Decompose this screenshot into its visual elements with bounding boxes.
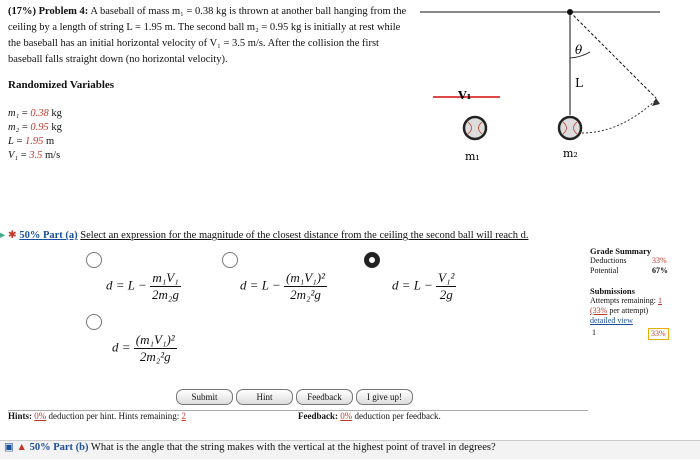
deductions-label: Deductions xyxy=(590,256,627,265)
choice-2-lhs: d = L − xyxy=(240,277,281,293)
var-m2-label: m₂ xyxy=(8,122,20,133)
hints-bar xyxy=(8,410,588,425)
choice-2-num: (m₁V₁)² xyxy=(286,270,325,285)
hints-label: Hints: xyxy=(8,411,33,421)
potential-label: Potential xyxy=(590,266,619,275)
choice-1-den: 2m₂g xyxy=(152,287,179,302)
attempts-label: Attempts remaining: xyxy=(590,296,656,305)
randomized-variables-title: Randomized Variables xyxy=(8,79,115,91)
choice-3-num: V₁² xyxy=(438,270,455,285)
choice-2-radio[interactable] xyxy=(222,252,238,268)
var-L-label: L xyxy=(8,136,14,147)
v1-label: V₁ xyxy=(458,89,472,102)
expand-icon: ▣ xyxy=(4,442,14,453)
choice-3-lhs: d = L − xyxy=(392,277,433,293)
grade-summary xyxy=(590,246,700,338)
detailed-view-link[interactable]: detailed view xyxy=(590,316,633,325)
ball-m2 xyxy=(559,117,581,139)
hint-button[interactable]: Hint xyxy=(236,389,293,405)
var-L-unit: m xyxy=(46,136,55,147)
grade-title: Grade Summary xyxy=(590,246,652,256)
var-m1: m₁ = 0.38 kg xyxy=(8,108,62,119)
submission-deduction: 33% xyxy=(648,328,669,340)
part-a-header: ▸ ✱ 50% Part (a) Select an expression for the magnitude of the closest distance from the ceiling the second ball will reach d. xyxy=(0,230,529,241)
choice-1-lhs: d = L − xyxy=(106,277,147,293)
m2-label: m₂ xyxy=(563,147,578,160)
choice-4-num: (m₁V₁)² xyxy=(135,332,175,347)
problem-percent: (17%) xyxy=(8,6,36,17)
attempts-row xyxy=(590,296,700,306)
choice-3-formula xyxy=(392,270,456,303)
choice-4-radio[interactable] xyxy=(86,314,102,330)
deductions-row xyxy=(590,256,700,266)
var-m2-value: 0.95 xyxy=(30,122,49,133)
part-b-header[interactable] xyxy=(0,440,700,459)
feedback-info xyxy=(298,411,441,421)
choice-1-num: m₁V₁ xyxy=(150,270,181,287)
pendulum-diagram xyxy=(420,0,700,200)
feedback-pct: 0% xyxy=(340,411,353,421)
length-label: L xyxy=(575,76,583,90)
swing-path xyxy=(582,100,656,133)
choice-4-den: 2m₂²g xyxy=(139,349,171,364)
potential-row xyxy=(590,266,700,276)
problem-statement xyxy=(8,4,408,68)
submissions-title: Submissions xyxy=(590,286,635,296)
per-attempt-pct: (33% xyxy=(590,306,608,315)
warning-icon: ▲ xyxy=(16,442,27,453)
problem-text: A baseball of mass m₁ = 0.38 kg is thrown at another ball hanging from the ceiling by a length of string L = 1.95 m. The second ball m₂ = 0.95 kg is initially at rest while the baseball has an initial horizontal velocity of V₁ = 3.5 m/s. After the collision the first baseball falls straight down (no horizontal velocity). xyxy=(8,6,407,65)
part-a-percent: 50% Part (a) xyxy=(19,230,78,241)
deductions-value: 33% xyxy=(652,256,667,265)
submission-number: 1 xyxy=(592,328,596,337)
choice-4-lhs: d = xyxy=(112,339,131,355)
submission-history-row xyxy=(590,328,700,338)
choice-3-den: 2g xyxy=(439,287,453,302)
var-m1-value: 0.38 xyxy=(30,108,49,119)
feedback-text: deduction per feedback. xyxy=(354,411,441,421)
attempts-value: 1 xyxy=(658,296,662,305)
m1-label: m₁ xyxy=(465,150,480,163)
part-a-text: Select an expression for the magnitude of the closest distance from the ceiling the second ball will reach d. xyxy=(80,230,529,241)
choice-2-den: 2m₂²g xyxy=(290,287,321,302)
give-up-button[interactable]: I give up! xyxy=(356,389,413,405)
var-V1-unit: m/s xyxy=(45,150,61,161)
var-V1-label: V₁ xyxy=(8,150,19,161)
problem-number: Problem 4: xyxy=(38,6,89,17)
part-b-percent: 50% Part (b) xyxy=(29,442,89,453)
var-m2: m₂ = 0.95 kg xyxy=(8,122,62,133)
var-L: L = 1.95 m xyxy=(8,136,55,147)
var-m2-unit: kg xyxy=(51,122,62,133)
hints-text: deduction per hint. Hints remaining: xyxy=(48,411,180,421)
choice-1-radio[interactable] xyxy=(86,252,102,268)
answer-choices xyxy=(86,246,486,386)
var-L-value: 1.95 xyxy=(25,136,44,147)
part-b-text: What is the angle that the string makes with the vertical at the highest point of travel in degrees? xyxy=(90,442,496,453)
potential-value: 67% xyxy=(652,266,668,275)
hints-pct: 0% xyxy=(34,411,47,421)
per-attempt-row xyxy=(590,306,700,316)
choice-2-formula xyxy=(240,270,327,303)
ball-m1 xyxy=(464,117,486,139)
choice-4-formula xyxy=(112,332,177,365)
per-attempt-text: per attempt) xyxy=(609,306,649,315)
var-V1: V₁ = 3.5 m/s xyxy=(8,150,61,161)
theta-label: θ xyxy=(575,43,583,57)
var-V1-value: 3.5 xyxy=(29,150,43,161)
submit-button[interactable]: Submit xyxy=(176,389,233,405)
var-m1-unit: kg xyxy=(51,108,62,119)
var-m1-label: m₁ xyxy=(8,108,20,119)
feedback-label: Feedback: xyxy=(298,411,338,421)
swing-arrow xyxy=(652,98,660,106)
choice-1-formula xyxy=(106,270,181,303)
feedback-button[interactable]: Feedback xyxy=(296,389,353,405)
choice-3-radio[interactable] xyxy=(364,252,380,268)
hints-remaining: 2 xyxy=(181,411,186,421)
